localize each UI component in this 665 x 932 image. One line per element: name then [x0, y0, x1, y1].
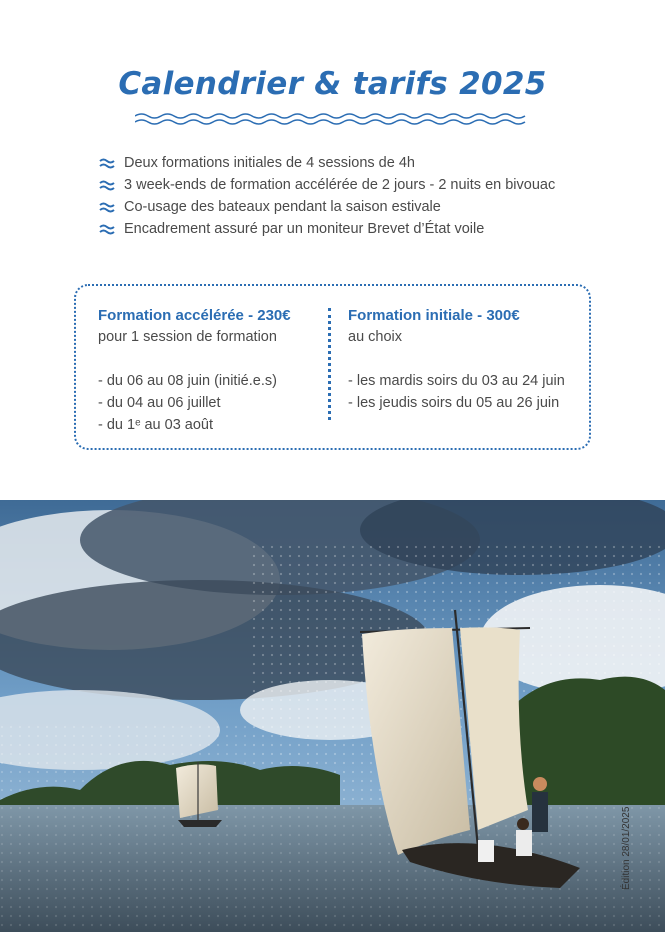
- accelerated-training-column: [98, 306, 291, 436]
- edition-date: Édition 28/01/2025: [621, 806, 632, 890]
- list-item: [98, 196, 555, 218]
- initial-training-dates: [348, 370, 565, 414]
- accelerated-training-subtitle: pour 1 session de formation: [98, 329, 277, 345]
- column-divider: [328, 308, 331, 420]
- date-item: - du 04 au 06 juillet: [98, 395, 221, 411]
- date-item: - du 06 au 08 juin (initié.e.s): [98, 373, 277, 389]
- feature-list: [98, 152, 555, 240]
- wave-icon: [98, 156, 116, 170]
- initial-training-heading: Formation initiale - 300€: [348, 307, 520, 324]
- wave-icon: [98, 222, 116, 236]
- initial-training-column: [348, 306, 565, 414]
- list-item: [98, 218, 555, 240]
- wave-icon: [98, 200, 116, 214]
- sailing-boats-photo: [0, 500, 665, 932]
- date-item: - du 1ᵉ au 03 août: [98, 417, 214, 433]
- date-item: - les jeudis soirs du 05 au 26 juin: [348, 395, 560, 411]
- accelerated-training-dates: [98, 370, 291, 436]
- list-item-text: Co-usage des bateaux pendant la saison estivale: [124, 199, 441, 215]
- accelerated-training-heading: Formation accélérée - 230€: [98, 307, 291, 324]
- wave-divider: [135, 112, 530, 126]
- page-title: Calendrier & tarifs 2025: [118, 66, 547, 102]
- list-item-text: Encadrement assuré par un moniteur Brevet d’État voile: [124, 221, 485, 237]
- initial-training-subtitle: au choix: [348, 329, 403, 345]
- list-item-text: Deux formations initiales de 4 sessions de 4h: [124, 155, 415, 171]
- wave-icon: [98, 178, 116, 192]
- list-item: [98, 152, 555, 174]
- date-item: - les mardis soirs du 03 au 24 juin: [348, 373, 565, 389]
- pricing-box: [74, 284, 591, 450]
- list-item-text: 3 week-ends de formation accélérée de 2 jours - 2 nuits en bivouac: [124, 177, 556, 193]
- list-item: [98, 174, 555, 196]
